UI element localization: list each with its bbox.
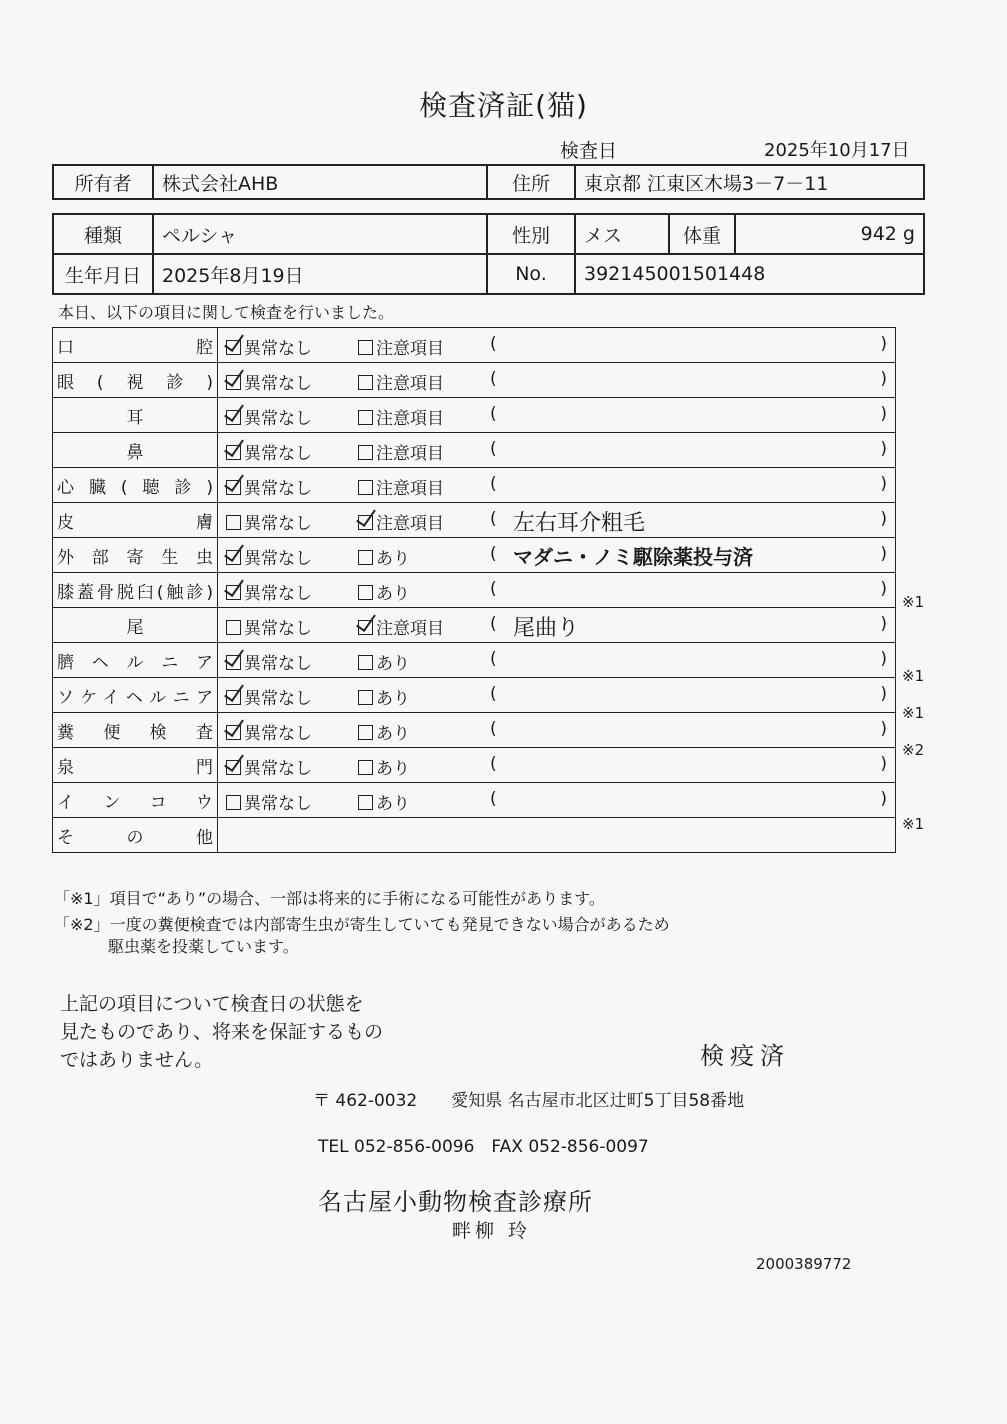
attention-option[interactable] — [358, 544, 410, 569]
attention-option[interactable] — [358, 789, 410, 814]
note-mark: ※1 — [902, 704, 925, 722]
option-label: あり — [376, 654, 410, 674]
exam-row — [53, 748, 896, 783]
close-paren: ) — [880, 789, 887, 809]
footnote-2-line1: 「※2」一度の糞便検査では内部寄生虫が寄生していても発見できない場合があるため — [54, 915, 670, 934]
sex-value: メス — [575, 214, 669, 254]
attention-option[interactable] — [358, 509, 444, 534]
checked-checkbox-icon[interactable] — [226, 445, 241, 460]
attention-option[interactable] — [358, 474, 444, 499]
disclaimer — [60, 990, 383, 1074]
exam-row — [53, 783, 896, 818]
owner-table — [52, 164, 925, 200]
exam-row — [53, 678, 896, 713]
option-label: 異常なし — [244, 759, 312, 779]
close-paren: ) — [880, 369, 887, 389]
no-value: 392145001501448 — [575, 254, 924, 294]
checked-checkbox-icon[interactable] — [358, 620, 373, 635]
normal-option[interactable] — [226, 649, 312, 674]
checkbox-icon[interactable] — [358, 585, 373, 600]
attention-option[interactable] — [358, 579, 410, 604]
exam-date: 2025年10月17日 — [764, 140, 910, 161]
exam-row — [53, 363, 896, 398]
attention-option[interactable] — [358, 404, 444, 429]
owner-label: 所有者 — [53, 165, 153, 199]
option-label: 異常なし — [244, 444, 312, 464]
open-paren: ( — [490, 334, 497, 354]
address-label: 住所 — [487, 165, 575, 199]
clinic-name: 名古屋小動物検査診療所 — [318, 1188, 593, 1216]
attention-option[interactable] — [358, 754, 410, 779]
exam-item-result — [218, 783, 896, 818]
option-label: 異常なし — [244, 654, 312, 674]
exam-item-label: 皮膚 — [57, 512, 213, 533]
exam-item-name — [53, 818, 218, 853]
option-label: 注意項目 — [376, 374, 444, 394]
exam-item-result — [218, 468, 896, 503]
exam-row-other — [53, 818, 896, 853]
option-label: あり — [376, 549, 410, 569]
checkbox-icon[interactable] — [358, 760, 373, 775]
exam-item-label: 口腔 — [57, 337, 213, 358]
exam-item-result — [218, 398, 896, 433]
option-label: 異常なし — [244, 374, 312, 394]
close-paren: ) — [880, 544, 887, 564]
exam-item-name — [53, 363, 218, 398]
other-label: その他 — [57, 827, 213, 848]
exam-item-result — [218, 573, 896, 608]
weight-label: 体重 — [669, 214, 735, 254]
exam-item-name — [53, 468, 218, 503]
close-paren: ) — [880, 474, 887, 494]
option-label: 異常なし — [244, 584, 312, 604]
open-paren: ( — [490, 474, 497, 494]
open-paren: ( — [490, 614, 497, 634]
attention-option[interactable] — [358, 614, 444, 639]
option-label: 注意項目 — [376, 444, 444, 464]
exam-items-table — [52, 327, 896, 853]
open-paren: ( — [490, 404, 497, 424]
exam-item-result — [218, 538, 896, 573]
exam-item-name — [53, 433, 218, 468]
normal-option[interactable] — [226, 439, 312, 464]
close-paren: ) — [880, 404, 887, 424]
note-mark: ※1 — [902, 814, 925, 833]
exam-row — [53, 538, 896, 573]
close-paren: ) — [880, 719, 887, 739]
quarantine-stamp: 検疫済 — [700, 1042, 790, 1070]
close-paren: ) — [880, 614, 887, 634]
option-label: 注意項目 — [376, 479, 444, 499]
exam-item-label: 鼻 — [126, 442, 144, 463]
open-paren: ( — [490, 369, 497, 389]
checked-checkbox-icon[interactable] — [226, 550, 241, 565]
exam-item-result — [218, 678, 896, 713]
exam-item-label: 尾 — [126, 617, 144, 638]
checked-checkbox-icon[interactable] — [226, 655, 241, 670]
open-paren: ( — [490, 579, 497, 599]
exam-item-name — [53, 643, 218, 678]
normal-option[interactable] — [226, 719, 312, 744]
attention-option[interactable] — [358, 369, 444, 394]
exam-item-name — [53, 538, 218, 573]
exam-row — [53, 573, 896, 608]
exam-item-name — [53, 678, 218, 713]
exam-item-label: ソケイヘルニア — [57, 687, 213, 708]
exam-notice: 本日、以下の項目に関して検査を行いました。 — [58, 303, 395, 322]
exam-item-label: 糞便検査 — [57, 722, 213, 743]
option-label: 異常なし — [244, 549, 312, 569]
exam-item-result — [218, 433, 896, 468]
disclaimer-line: 見たものであり、将来を保証するもの — [60, 1021, 384, 1043]
document-number: 2000389772 — [756, 1255, 852, 1273]
open-paren: ( — [490, 509, 497, 529]
exam-item-result — [218, 503, 896, 538]
normal-option[interactable] — [226, 614, 312, 639]
exam-item-result — [218, 328, 896, 363]
exam-item-label: インコウ — [57, 792, 213, 813]
veterinarian-name: 畔柳 玲 — [452, 1220, 532, 1242]
exam-row — [53, 398, 896, 433]
animal-table — [52, 213, 925, 295]
open-paren: ( — [490, 439, 497, 459]
note-mark: ※2 — [902, 740, 925, 759]
checkbox-icon[interactable] — [358, 795, 373, 810]
checkbox-icon[interactable] — [226, 795, 241, 810]
exam-item-name — [53, 573, 218, 608]
open-paren: ( — [490, 789, 497, 809]
checked-checkbox-icon[interactable] — [226, 375, 241, 390]
exam-item-label: 泉門 — [57, 757, 213, 778]
option-label: 異常なし — [244, 409, 312, 429]
open-paren: ( — [490, 754, 497, 774]
open-paren: ( — [490, 544, 497, 564]
exam-item-label: 眼(視診) — [57, 372, 213, 393]
checked-checkbox-icon[interactable] — [358, 515, 373, 530]
exam-item-label: 膝蓋骨脱臼(触診) — [57, 582, 213, 603]
close-paren: ) — [880, 579, 887, 599]
normal-option[interactable] — [226, 404, 312, 429]
normal-option[interactable] — [226, 684, 312, 709]
note-mark: ※1 — [902, 667, 925, 686]
exam-row — [53, 433, 896, 468]
breed-label: 種類 — [53, 214, 153, 254]
checked-checkbox-icon[interactable] — [226, 340, 241, 355]
exam-item-name — [53, 713, 218, 748]
exam-item-result — [218, 713, 896, 748]
checked-checkbox-icon[interactable] — [226, 760, 241, 775]
exam-item-label: 臍ヘルニア — [57, 652, 213, 673]
footnote-1: 「※1」項目で“あり”の場合、一部は将来的に手術になる可能性があります。 — [54, 889, 605, 908]
document-title: 検査済証(猫) — [419, 89, 588, 122]
exam-item-result — [218, 608, 896, 643]
checked-checkbox-icon[interactable] — [226, 585, 241, 600]
checkbox-icon[interactable] — [358, 375, 373, 390]
exam-item-name — [53, 328, 218, 363]
option-label: 注意項目 — [376, 409, 444, 429]
normal-option[interactable] — [226, 544, 312, 569]
option-label: あり — [376, 794, 410, 814]
checked-checkbox-icon[interactable] — [226, 725, 241, 740]
option-label: 異常なし — [244, 689, 312, 709]
exam-item-result — [218, 363, 896, 398]
exam-row — [53, 468, 896, 503]
breed-value: ペルシャ — [153, 214, 487, 254]
checkbox-icon[interactable] — [358, 480, 373, 495]
attention-option[interactable] — [358, 649, 410, 674]
open-paren: ( — [490, 649, 497, 669]
normal-option[interactable] — [226, 754, 312, 779]
checkbox-icon[interactable] — [358, 725, 373, 740]
option-label: あり — [376, 584, 410, 604]
close-paren: ) — [880, 754, 887, 774]
close-paren: ) — [880, 439, 887, 459]
exam-row — [53, 713, 896, 748]
option-label: 異常なし — [244, 724, 312, 744]
checkbox-icon[interactable] — [358, 690, 373, 705]
exam-item-label: 心臓(聴診) — [57, 477, 213, 498]
normal-option[interactable] — [226, 474, 312, 499]
open-paren: ( — [490, 719, 497, 739]
attention-option[interactable] — [358, 719, 410, 744]
exam-row — [53, 608, 896, 643]
checkbox-icon[interactable] — [358, 340, 373, 355]
clinic-address: 〒 462-0032 愛知県 名古屋市北区辻町5丁目58番地 — [313, 1091, 745, 1111]
exam-item-name — [53, 608, 218, 643]
sex-label: 性別 — [487, 214, 575, 254]
dob-value: 2025年8月19日 — [153, 254, 487, 294]
exam-item-label: 外部寄生虫 — [57, 547, 213, 568]
close-paren: ) — [880, 684, 887, 704]
checkbox-icon[interactable] — [226, 515, 241, 530]
exam-item-name — [53, 783, 218, 818]
option-label: 注意項目 — [376, 619, 444, 639]
owner-value: 株式会社AHB — [153, 165, 487, 199]
exam-comment: 左右耳介粗毛 — [513, 511, 646, 536]
clinic-contact: TEL 052-856-0096 FAX 052-856-0097 — [318, 1137, 649, 1157]
attention-option[interactable] — [358, 439, 444, 464]
exam-item-name — [53, 503, 218, 538]
address-value: 東京都 江東区木場3－7－11 — [575, 165, 924, 199]
exam-comment: 尾曲り — [513, 616, 580, 641]
exam-row — [53, 643, 896, 678]
disclaimer-line: ではありません。 — [60, 1049, 214, 1071]
exam-date-label: 検査日 — [560, 140, 618, 162]
normal-option[interactable] — [226, 334, 312, 359]
close-paren: ) — [880, 334, 887, 354]
close-paren: ) — [880, 649, 887, 669]
attention-option[interactable] — [358, 684, 410, 709]
option-label: 異常なし — [244, 514, 312, 534]
checked-checkbox-icon[interactable] — [226, 690, 241, 705]
disclaimer-line: 上記の項目について検査日の状態を — [60, 993, 364, 1015]
attention-option[interactable] — [358, 334, 444, 359]
note-mark: ※1 — [902, 593, 925, 612]
close-paren: ) — [880, 509, 887, 529]
option-label: 異常なし — [244, 794, 312, 814]
option-label: 異常なし — [244, 339, 312, 359]
exam-item-name — [53, 748, 218, 783]
no-label: No. — [487, 254, 575, 294]
footnote-2-line2: 駆虫薬を投薬しています。 — [108, 937, 299, 956]
other-notes-field — [218, 818, 896, 853]
checkbox-icon[interactable] — [358, 655, 373, 670]
checkbox-icon[interactable] — [358, 445, 373, 460]
checkbox-icon[interactable] — [226, 620, 241, 635]
normal-option[interactable] — [226, 369, 312, 394]
weight-value: 942 g — [735, 214, 924, 254]
option-label: あり — [376, 689, 410, 709]
checked-checkbox-icon[interactable] — [226, 480, 241, 495]
option-label: 異常なし — [244, 479, 312, 499]
normal-option[interactable] — [226, 579, 312, 604]
normal-option[interactable] — [226, 509, 312, 534]
exam-row — [53, 503, 896, 538]
exam-item-result — [218, 748, 896, 783]
open-paren: ( — [490, 684, 497, 704]
exam-row — [53, 328, 896, 363]
option-label: 注意項目 — [376, 514, 444, 534]
option-label: 異常なし — [244, 619, 312, 639]
checkbox-icon[interactable] — [358, 550, 373, 565]
exam-item-name — [53, 398, 218, 433]
option-label: 注意項目 — [376, 339, 444, 359]
normal-option[interactable] — [226, 789, 312, 814]
checkbox-icon[interactable] — [358, 410, 373, 425]
checked-checkbox-icon[interactable] — [226, 410, 241, 425]
option-label: あり — [376, 724, 410, 744]
option-label: あり — [376, 759, 410, 779]
dob-label: 生年月日 — [53, 254, 153, 294]
exam-item-result — [218, 643, 896, 678]
exam-comment: マダニ・ノミ駆除薬投与済 — [513, 545, 753, 569]
exam-item-label: 耳 — [126, 407, 144, 428]
